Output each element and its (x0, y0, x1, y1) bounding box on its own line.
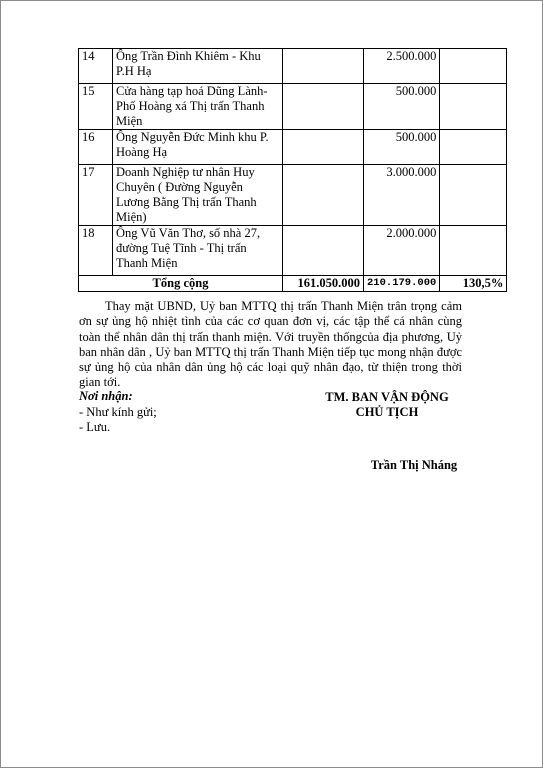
percentage-cell (440, 49, 507, 84)
donor-name: Ông Vũ Văn Thơ, số nhà 27, đường Tuệ Tĩnh - Thị trấn Thanh Miện (113, 226, 283, 276)
table-row (79, 165, 507, 226)
signer-name: Trần Thị Nháng (370, 458, 458, 472)
plan-amount (283, 49, 364, 84)
donation-amount: 2.000.000 (364, 226, 440, 276)
total-percentage: 130,5% (440, 276, 507, 292)
total-actual-amount: 210.179.000 (364, 276, 440, 292)
table-row (79, 226, 507, 276)
plan-amount (283, 130, 364, 165)
donation-table-body (79, 49, 507, 276)
plan-amount (283, 226, 364, 276)
percentage-cell (440, 84, 507, 130)
percentage-cell (440, 130, 507, 165)
table-row (79, 84, 507, 130)
row-number: 15 (79, 84, 113, 130)
donation-amount: 500.000 (364, 130, 440, 165)
recipients-title: Nơi nhận: (79, 389, 133, 403)
recipient-item: - Lưu. (79, 420, 111, 434)
donation-amount: 2.500.000 (364, 49, 440, 84)
row-number: 16 (79, 130, 113, 165)
donation-table (78, 48, 507, 292)
plan-amount (283, 165, 364, 226)
table-row (79, 49, 507, 84)
plan-amount (283, 84, 364, 130)
row-number: 17 (79, 165, 113, 226)
donor-name: Ông Trần Đình Khiêm - Khu P.H Hạ (113, 49, 283, 84)
signature-role: CHỦ TỊCH (355, 405, 419, 419)
percentage-cell (440, 226, 507, 276)
total-row (79, 276, 507, 292)
donor-name: Ông Nguyễn Đức Minh khu P. Hoàng Hạ (113, 130, 283, 165)
row-number: 18 (79, 226, 113, 276)
row-number: 14 (79, 49, 113, 84)
donor-name: Cửa hàng tạp hoá Dũng Lành- Phố Hoàng xá Thị trấn Thanh Miện (113, 84, 283, 130)
donation-amount: 3.000.000 (364, 165, 440, 226)
signature-organization: TM. BAN VẬN ĐỘNG (325, 390, 449, 404)
donation-amount: 500.000 (364, 84, 440, 130)
total-label: Tổng cộng (79, 276, 283, 292)
percentage-cell (440, 165, 507, 226)
total-plan-amount: 161.050.000 (283, 276, 364, 292)
table-row (79, 130, 507, 165)
thank-you-paragraph: Thay mặt UBND, Uỷ ban MTTQ thị trấn Thanh Miện trân trọng cảm ơn sự ủng hộ nhiệt tình của các cơ quan đơn vị, các tập thể cá nhân cùng toàn thể nhân dân thị trấn thanh miện. Với truyền thốngcủa địa phương, Uỷ ban nhân dân , Uỷ ban MTTQ thị trấn Thanh Miện tiếp tục mong nhận được sự ủng hộ của nhân dân ủng hộ các loại quỹ nhân đạo, từ thiện trong thời gian tới. (79, 299, 462, 390)
recipient-item: - Như kính gửi; (79, 405, 157, 419)
donor-name: Doanh Nghiệp tư nhân Huy Chuyên ( Đường Nguyễn Lương Bằng Thị trấn Thanh Miện) (113, 165, 283, 226)
